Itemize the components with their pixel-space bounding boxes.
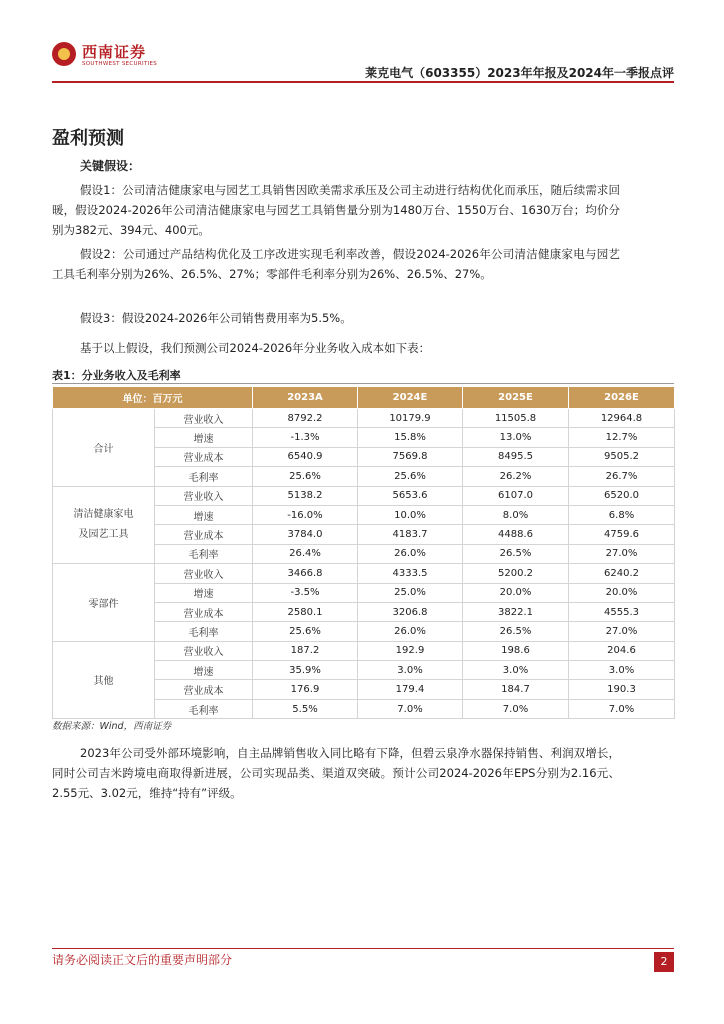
cell: 25.6% (253, 467, 358, 486)
metric-label: 营业成本 (155, 525, 253, 544)
header-2024e: 2024E (358, 387, 463, 409)
metric-label: 毛利率 (155, 622, 253, 641)
cell: 6.8% (569, 505, 675, 524)
assumption-3: 假设3：假设2024-2026年公司销售费用率为5.5%。 (80, 311, 352, 325)
metric-label: 增速 (155, 505, 253, 524)
cell: 187.2 (253, 641, 358, 660)
cell: 3206.8 (358, 602, 463, 621)
cell: 4183.7 (358, 525, 463, 544)
conclusion-paragraph: 2023年公司受外部环境影响，自主品牌销售收入同比略有下降，但碧云泉净水器保持销售、利润双增长，同时公司吉米跨境电商取得新进展，公司实现品类、渠道双突破。预计公司2024-2026年EPS分别为2.16元、2.55元、3.02元，维持“持有”评级。 (52, 746, 620, 800)
cell: 204.6 (569, 641, 675, 660)
table-row (53, 486, 675, 505)
table-row (53, 641, 675, 660)
cell: -16.0% (253, 505, 358, 524)
cell: 27.0% (569, 622, 675, 641)
caption-divider (52, 383, 674, 384)
cell: 8495.5 (463, 447, 569, 466)
cell: 12964.8 (569, 409, 675, 428)
cell: 8.0% (463, 505, 569, 524)
cell: 6520.0 (569, 486, 675, 505)
table-lead-in: 基于以上假设，我们预测公司2024-2026年分业务收入成本如下表： (80, 341, 431, 355)
footer-disclaimer: 请务必阅读正文后的重要声明部分 (52, 953, 233, 967)
cell: 179.4 (358, 680, 463, 699)
cell: 26.7% (569, 467, 675, 486)
segment-label: 零部件 (53, 564, 155, 642)
metric-label: 增速 (155, 661, 253, 680)
metric-label: 营业成本 (155, 602, 253, 621)
data-source-note: 数据来源：Wind，西南证券 (52, 721, 172, 732)
cell: 5653.6 (358, 486, 463, 505)
cell: 35.9% (253, 661, 358, 680)
cell: 10.0% (358, 505, 463, 524)
cell: 7569.8 (358, 447, 463, 466)
section-title: 盈利预测 (52, 128, 124, 149)
cell: 26.4% (253, 544, 358, 563)
header-divider (52, 81, 674, 83)
cell: 4488.6 (463, 525, 569, 544)
cell: 7.0% (358, 699, 463, 718)
metric-label: 营业收入 (155, 641, 253, 660)
key-assumptions-heading: 关键假设： (80, 159, 141, 173)
cell: 176.9 (253, 680, 358, 699)
metric-label: 毛利率 (155, 699, 253, 718)
cell: 20.0% (569, 583, 675, 602)
cell: 26.0% (358, 622, 463, 641)
cell: -3.5% (253, 583, 358, 602)
metric-label: 毛利率 (155, 544, 253, 563)
assumption-2: 假设2：公司通过产品结构优化及工序改进实现毛利率改善，假设2024-2026年公司清洁健康家电与园艺工具毛利率分别为26%、26.5%、27%；零部件毛利率分别为26%、26.5%、27%。 (52, 247, 620, 281)
cell: 2580.1 (253, 602, 358, 621)
table-caption: 表1：分业务收入及毛利率 (52, 369, 181, 382)
cell: 7.0% (569, 699, 675, 718)
segment-label-line2: 及园艺工具 (78, 528, 129, 540)
logo-emblem-icon (52, 42, 76, 66)
metric-label: 毛利率 (155, 467, 253, 486)
cell: 26.2% (463, 467, 569, 486)
metric-label: 营业收入 (155, 564, 253, 583)
logo-text-cn: 西南证券 (82, 43, 147, 61)
metric-label: 营业成本 (155, 680, 253, 699)
cell: 6540.9 (253, 447, 358, 466)
metric-label: 营业收入 (155, 409, 253, 428)
table-row (53, 409, 675, 428)
cell: 184.7 (463, 680, 569, 699)
cell: 4759.6 (569, 525, 675, 544)
cell: 25.6% (253, 622, 358, 641)
cell: 6107.0 (463, 486, 569, 505)
logo-text-en: SOUTHWEST SECURITIES (82, 61, 158, 67)
cell: 6240.2 (569, 564, 675, 583)
cell: 25.0% (358, 583, 463, 602)
cell: 5.5% (253, 699, 358, 718)
cell: 12.7% (569, 428, 675, 447)
metric-label: 营业成本 (155, 447, 253, 466)
cell: 11505.8 (463, 409, 569, 428)
report-title: 莱克电气（603355）2023年年报及2024年一季报点评 (365, 66, 674, 80)
cell: 9505.2 (569, 447, 675, 466)
cell: 3.0% (463, 661, 569, 680)
revenue-margin-table (52, 386, 675, 719)
cell: 4555.3 (569, 602, 675, 621)
cell: 3.0% (358, 661, 463, 680)
cell: 26.5% (463, 544, 569, 563)
cell: 5200.2 (463, 564, 569, 583)
header-2026e: 2026E (569, 387, 675, 409)
header-2023a: 2023A (253, 387, 358, 409)
cell: 15.8% (358, 428, 463, 447)
page-number: 2 (654, 952, 674, 972)
cell: 26.0% (358, 544, 463, 563)
company-logo (52, 40, 172, 74)
cell: 198.6 (463, 641, 569, 660)
cell: 13.0% (463, 428, 569, 447)
cell: -1.3% (253, 428, 358, 447)
cell: 20.0% (463, 583, 569, 602)
segment-label: 其他 (53, 641, 155, 719)
cell: 8792.2 (253, 409, 358, 428)
cell: 3822.1 (463, 602, 569, 621)
table-row (53, 564, 675, 583)
cell: 27.0% (569, 544, 675, 563)
metric-label: 增速 (155, 583, 253, 602)
footer-divider (52, 948, 674, 949)
table-header-row (53, 387, 675, 409)
page-header (52, 40, 674, 82)
cell: 25.6% (358, 467, 463, 486)
metric-label: 营业收入 (155, 486, 253, 505)
cell: 26.5% (463, 622, 569, 641)
cell: 4333.5 (358, 564, 463, 583)
cell: 3466.8 (253, 564, 358, 583)
cell: 7.0% (463, 699, 569, 718)
header-2025e: 2025E (463, 387, 569, 409)
cell: 10179.9 (358, 409, 463, 428)
cell: 3.0% (569, 661, 675, 680)
assumption-1: 假设1：公司清洁健康家电与园艺工具销售因欧美需求承压及公司主动进行结构优化而承压，随后续需求回暖，假设2024-2026年公司清洁健康家电与园艺工具销售量分别为1480万台、1550万台、1630万台；均价分别为382元、394元、400元。 (52, 183, 620, 237)
segment-label (53, 486, 155, 564)
cell: 3784.0 (253, 525, 358, 544)
cell: 192.9 (358, 641, 463, 660)
cell: 190.3 (569, 680, 675, 699)
segment-label-line1: 清洁健康家电 (73, 508, 134, 520)
segment-label: 合计 (53, 409, 155, 487)
header-unit: 单位：百万元 (53, 387, 253, 409)
cell: 5138.2 (253, 486, 358, 505)
metric-label: 增速 (155, 428, 253, 447)
